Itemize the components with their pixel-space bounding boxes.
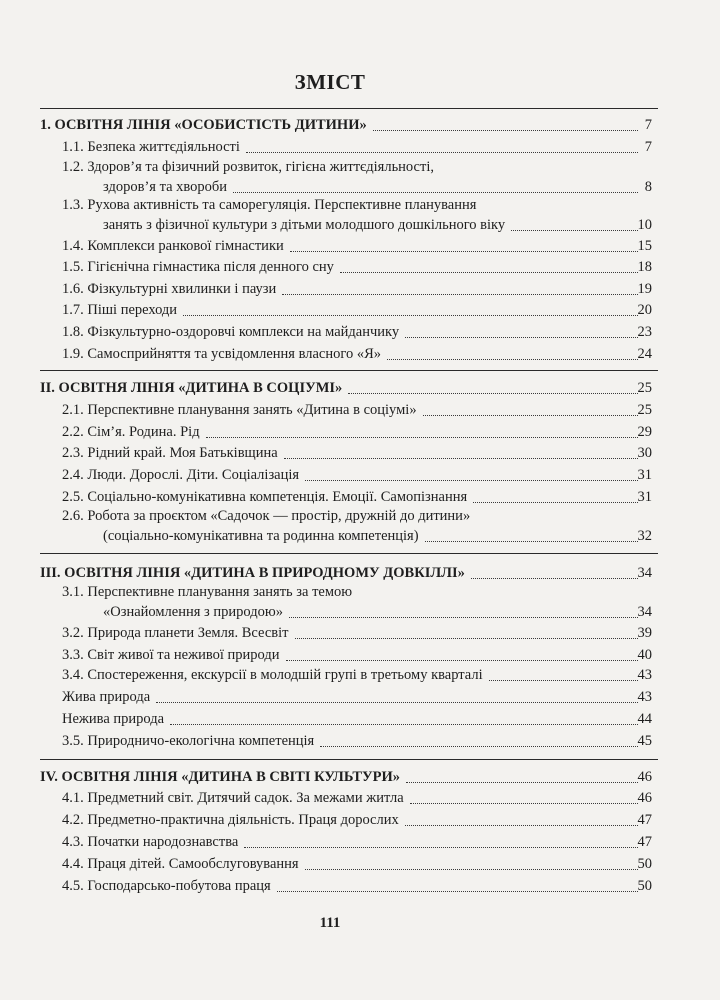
dot-leader: [284, 458, 638, 459]
toc-entry-title: II. ОСВІТНЯ ЛІНІЯ «ДИТИНА В СОЦІУМІ»: [40, 380, 343, 396]
toc-entry-title: III. ОСВІТНЯ ЛІНІЯ «ДИТИНА В ПРИРОДНОМУ ДОВКІЛЛІ»: [40, 565, 465, 581]
page-title: ЗМІСТ: [294, 70, 366, 94]
toc-page-number: 43: [637, 667, 652, 683]
toc-page-number: 23: [637, 324, 652, 340]
dot-leader: [286, 660, 639, 661]
toc-entry-title: 1.5. Гігієнічна гімнастика після денного сну: [62, 259, 334, 275]
toc-entry-title: IV. ОСВІТНЯ ЛІНІЯ «ДИТИНА В СВІТІ КУЛЬТУРИ»: [40, 769, 401, 785]
dot-leader: [290, 251, 638, 252]
toc-entry-title: 3.1. Перспективне планування занять за темою: [62, 584, 353, 600]
toc-entry-title: 4.3. Початки народознавства: [62, 834, 239, 850]
toc-page-number: 10: [637, 217, 652, 233]
dot-leader: [410, 803, 638, 804]
toc-entry-title: 2.1. Перспективне планування занять «Дитина в соціумі»: [62, 402, 417, 418]
toc-entry-continuation: (соціально-комунікативна та родинна компетенція): [103, 528, 419, 544]
toc-page-number: 31: [637, 489, 652, 505]
divider: [40, 108, 658, 109]
toc-page-number: 8: [644, 179, 652, 195]
dot-leader: [340, 272, 638, 273]
toc-page-number: 25: [637, 402, 652, 418]
toc-entry-title: 1.3. Рухова активність та саморегуляція. Перспективне планування: [62, 197, 477, 213]
dot-leader: [170, 724, 638, 725]
toc-entry-title: 2.5. Соціально-комунікативна компетенція. Емоції. Самопізнання: [62, 489, 468, 505]
divider: [40, 759, 658, 760]
toc-page-number: 30: [637, 445, 652, 461]
toc-page-number: 40: [637, 647, 652, 663]
toc-entry-continuation: занять з фізичної культури з дітьми молодшого дошкільного віку: [103, 217, 506, 233]
dot-leader: [206, 437, 638, 438]
toc-page-number: 39: [637, 625, 652, 641]
toc-entry-title: 1.7. Піші переходи: [62, 302, 178, 318]
toc-page-number: 7: [644, 117, 652, 133]
toc-entry-title: 4.5. Господарсько-побутова праця: [62, 878, 271, 894]
dot-leader: [489, 680, 638, 681]
toc-page-number: 18: [637, 259, 652, 275]
dot-leader: [511, 230, 638, 231]
toc-entry-title: Нежива природа: [62, 711, 165, 727]
toc-entry-title: 3.5. Природничо-екологічна компетенція: [62, 733, 315, 749]
dot-leader: [305, 480, 638, 481]
toc-entry-title: 1.2. Здоров’я та фізичний розвиток, гігієна життєдіяльності,: [62, 159, 434, 175]
dot-leader: [473, 502, 638, 503]
toc-page-number: 45: [637, 733, 652, 749]
dot-leader: [471, 578, 638, 579]
toc-page-number: 43: [637, 689, 652, 705]
toc-entry-title: 3.4. Спостереження, екскурсії в молодшій групі в третьому кварталі: [62, 667, 483, 683]
toc-page-number: 47: [637, 812, 652, 828]
dot-leader: [387, 359, 638, 360]
toc-page-number: 15: [637, 238, 652, 254]
divider: [40, 553, 658, 554]
toc-page-number: 20: [637, 302, 652, 318]
toc-page-number: 34: [637, 565, 652, 581]
toc-page-number: 24: [637, 346, 652, 362]
toc-entry-title: 2.4. Люди. Дорослі. Діти. Соціалізація: [62, 467, 300, 483]
dot-leader: [244, 847, 638, 848]
toc-page-number: 47: [637, 834, 652, 850]
dot-leader: [425, 541, 638, 542]
toc-page-number: 25: [637, 380, 652, 396]
dot-leader: [246, 152, 638, 153]
toc-page-number: 46: [637, 790, 652, 806]
dot-leader: [405, 825, 638, 826]
toc-entry-title: 2.3. Рідний край. Моя Батьківщина: [62, 445, 278, 461]
toc-entry-title: 1.6. Фізкультурні хвилинки і паузи: [62, 281, 277, 297]
toc-entry-title: 1.4. Комплекси ранкової гімнастики: [62, 238, 284, 254]
toc-entry-continuation: здоров’я та хвороби: [103, 179, 228, 195]
toc-page-number: 50: [637, 878, 652, 894]
dot-leader: [320, 746, 638, 747]
dot-leader: [305, 869, 638, 870]
dot-leader: [289, 617, 638, 618]
dot-leader: [282, 294, 638, 295]
toc-page-number: 19: [637, 281, 652, 297]
toc-entry-continuation: «Ознайомлення з природою»: [103, 604, 283, 620]
toc-page-number: 34: [637, 604, 652, 620]
toc-page-number: 29: [637, 424, 652, 440]
toc-entry-title: 2.6. Робота за проєктом «Садочок — простір, дружній до дитини»: [62, 508, 471, 524]
dot-leader: [348, 393, 638, 394]
toc-entry-title: 4.1. Предметний світ. Дитячий садок. За межами житла: [62, 790, 404, 806]
dot-leader: [277, 891, 638, 892]
toc-entry-title: 1.9. Самосприйняття та усвідомлення власного «Я»: [62, 346, 381, 362]
toc-entry-title: 4.4. Праця дітей. Самообслуговування: [62, 856, 299, 872]
dot-leader: [406, 782, 638, 783]
toc-entry-title: 2.2. Сім’я. Родина. Рід: [62, 424, 200, 440]
dot-leader: [405, 337, 638, 338]
dot-leader: [295, 638, 639, 639]
toc-page-number: 31: [637, 467, 652, 483]
toc-entry-title: Жива природа: [62, 689, 151, 705]
divider: [40, 370, 658, 371]
toc-entry-title: 3.3. Світ живої та неживої природи: [62, 647, 280, 663]
toc-entry-title: 1.1. Безпека життєдіяльності: [62, 139, 240, 155]
toc-entry-title: 4.2. Предметно-практична діяльність. Праця дорослих: [62, 812, 399, 828]
dot-leader: [183, 315, 638, 316]
toc-page-number: 32: [637, 528, 652, 544]
toc-page-number: 46: [637, 769, 652, 785]
toc-entry-title: 1.8. Фізкультурно-оздоровчі комплекси на майданчику: [62, 324, 400, 340]
dot-leader: [373, 130, 638, 131]
toc-entry-title: 1. ОСВІТНЯ ЛІНІЯ «ОСОБИСТІСТЬ ДИТИНИ»: [40, 117, 367, 133]
dot-leader: [423, 415, 638, 416]
dot-leader: [156, 702, 638, 703]
page-number: 111: [319, 915, 341, 931]
toc-page-number: 50: [637, 856, 652, 872]
toc-entry-title: 3.2. Природа планети Земля. Всесвіт: [62, 625, 289, 641]
toc-page-number: 44: [637, 711, 652, 727]
dot-leader: [233, 192, 638, 193]
toc-page-number: 7: [644, 139, 652, 155]
